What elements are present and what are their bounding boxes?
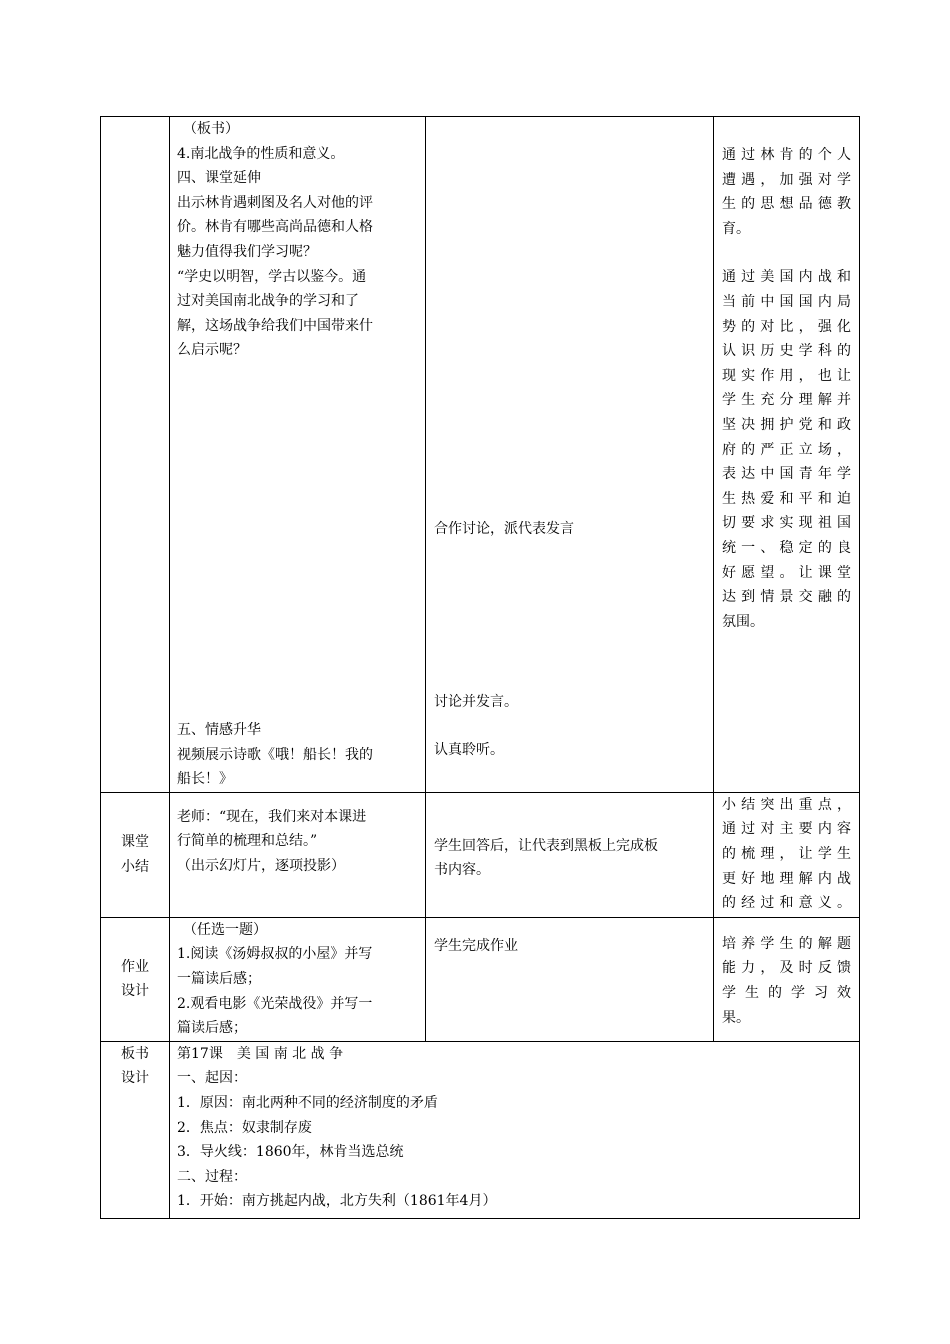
text-line: 1.阅读《汤姆叔叔的小屋》并写 [177,946,373,963]
lesson-plan-table [100,116,860,1219]
text-line: 第17课 美 国 南 北 战 争 [177,1045,344,1062]
text-line: 能力，及时反馈 [722,960,851,977]
row1-design-intent [714,117,860,793]
row3-label [101,917,170,1041]
text-line: 遭遇，加强对学 [722,171,851,188]
text-line: 坚决拥护党和政 [722,416,851,433]
text-line: 好愿望。让课堂 [722,564,851,581]
text-line: 的经过和意义。 [722,895,851,912]
text-line: （出示幻灯片，逐项投影） [177,857,345,874]
text-line: 通过美国内战和 [722,269,851,286]
row2-label [101,792,170,917]
label-line: 课堂 [121,834,149,851]
text-line: 的梳理，让学生 [722,845,851,862]
label-line: 设计 [121,1070,149,1087]
text-line: 五、情感升华 [177,721,261,738]
row2-design-intent [714,792,860,917]
text-line: 老师：“现在，我们来对本课进 [177,808,367,825]
text-line: 学生的学习效 [722,984,851,1001]
label-line: 作业 [121,958,149,975]
text-line: 书内容。 [434,862,490,879]
row-homework [101,917,860,1041]
text-line: 府的严正立场， [722,441,851,458]
text-line: 生的思想品德教 [722,196,851,213]
text-line: 1．开始：南方挑起内战，北方失利（1861年4月） [177,1193,497,1210]
text-line: 4.南北战争的性质和意义。 [177,145,345,162]
text-line: 通过对主要内容 [722,821,851,838]
text-line: 2．焦点：奴隶制存废 [177,1119,312,1136]
text-line: 一篇读后感； [177,970,261,987]
label-line: 板书 [121,1045,149,1062]
text-line: 认真聆听。 [434,742,504,759]
text-line: 生热爱和平和迫 [722,490,851,507]
label-line: 小结 [121,858,149,875]
row-extension [101,117,860,793]
text-line: 更好地理解内战 [722,870,851,887]
text-line: （板书） [183,121,239,137]
text-line: 二、过程： [177,1168,247,1185]
text-line: 合作讨论，派代表发言 [434,521,574,537]
text-line: 篇读后感； [177,1020,247,1037]
text-line: （任选一题） [183,921,267,938]
row-summary [101,792,860,917]
text-line: 达到情景交融的 [722,589,851,606]
text-line: 魅力值得我们学习呢？ [177,243,317,260]
row3-design-intent [714,917,860,1041]
text-line: 一、起因： [177,1070,247,1087]
row2-teacher-activity [170,792,426,917]
text-line: 现实作用，也让 [722,367,851,384]
row4-label [101,1041,170,1218]
text-line: 过对美国南北战争的学习和了 [177,293,359,310]
text-line: 培养学生的解题 [722,935,851,952]
text-line: 氛围。 [722,613,764,630]
text-line: 势的对比，强化 [722,318,851,335]
row3-student-activity [426,917,714,1041]
text-line: 当前中国国内局 [722,293,851,310]
text-line: “学史以明智，学古以鉴今。通 [177,268,367,285]
text-line: 学生回答后，让代表到黑板上完成板 [434,837,658,854]
text-line: 学生完成作业 [434,937,518,954]
text-line: 船长！》 [177,771,233,788]
text-line: 学生充分理解并 [722,392,851,409]
row-blackboard [101,1041,860,1218]
text-line: 出示林肯遇刺图及名人对他的评 [177,194,373,211]
text-line: 切要求实现祖国 [722,515,851,532]
row2-student-activity [426,792,714,917]
label-line: 设计 [121,983,149,1000]
row1-teacher-activity [170,117,426,793]
text-line: 小结突出重点， [722,796,851,813]
text-line: 表达中国青年学 [722,466,851,483]
text-line: 视频展示诗歌《哦！船长！我的 [177,746,373,763]
text-line: 价。林肯有哪些高尚品德和人格 [177,219,373,236]
text-line: 3．导火线：1860年，林肯当选总统 [177,1144,404,1161]
row3-teacher-activity [170,917,426,1041]
text-line: 认识历史学科的 [722,343,851,360]
text-line: 行简单的梳理和总结。” [177,833,318,850]
row1-student-activity [426,117,714,793]
text-line: 么启示呢？ [177,342,247,359]
blackboard-design-content [170,1041,860,1218]
text-line: 通过林肯的个人 [722,147,851,163]
text-line: 讨论并发言。 [434,693,518,710]
text-line: 解，这场战争给我们中国带来什 [177,317,373,334]
row1-label-cell [101,117,170,793]
text-line: 统一、稳定的良 [722,539,851,556]
text-line: 2.观看电影《光荣战役》并写一 [177,995,373,1012]
text-line: 果。 [722,1009,750,1026]
text-line: 1．原因：南北两种不同的经济制度的矛盾 [177,1094,438,1111]
text-line: 育。 [722,220,750,237]
text-line: 四、课堂延伸 [177,170,261,187]
